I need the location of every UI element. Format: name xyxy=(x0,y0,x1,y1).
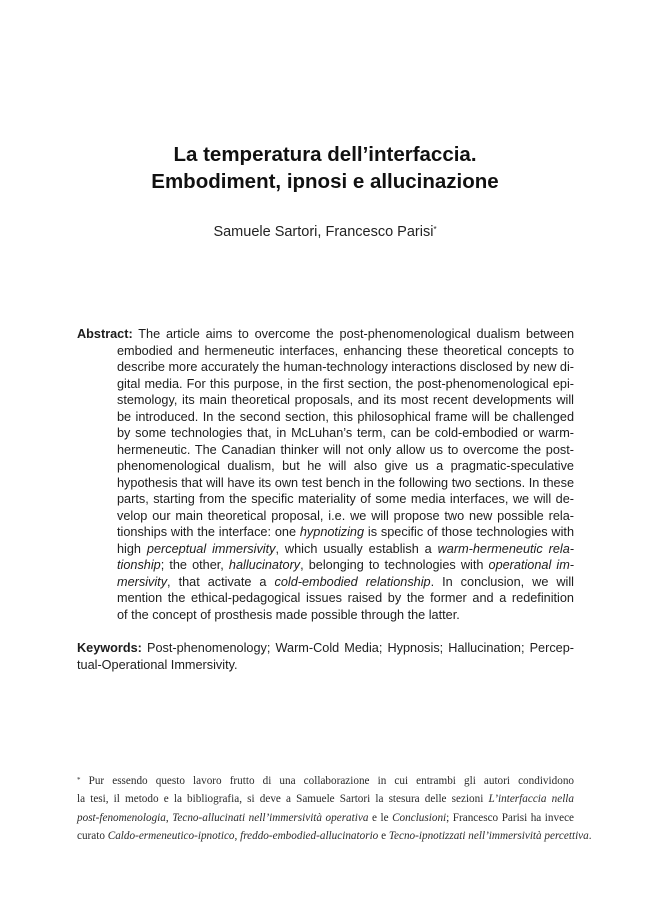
keywords-text-1: Post-phenomenology; Warm-Cold Media; Hypnosis; Hallucination; Percep- xyxy=(146,641,574,655)
footnote-text: e xyxy=(378,829,389,842)
title-line-2: Embodiment, ipnosi e allucinazione xyxy=(151,170,499,193)
abstract-text: hallucinatory xyxy=(228,558,301,572)
title-line-1: La temperatura dell’interfaccia. xyxy=(173,143,477,166)
abstract-section xyxy=(77,326,574,623)
abstract-line xyxy=(77,442,574,459)
abstract-text: phenomenological dualism, but he will also give us a pragmatic-speculative xyxy=(117,459,574,473)
abstract-line xyxy=(77,557,574,574)
abstract-text: ; the other, xyxy=(160,558,229,572)
author-names: Samuele Sartori, Francesco Parisi xyxy=(213,224,434,240)
abstract-line xyxy=(77,425,574,442)
abstract-text: The article aims to overcome the post-phenomenological dualism between xyxy=(138,327,575,341)
abstract-text: tionship xyxy=(117,558,161,572)
footnote-text: freddo-embodied-allucinatorio xyxy=(240,829,379,842)
abstract-text: embodied and hermeneutic interfaces, enhancing these theoretical concepts to xyxy=(117,343,574,358)
abstract-text: of the concept of prosthesis made possible through the latter. xyxy=(117,607,460,622)
footnote-text: Caldo-ermeneutico-ipnotico xyxy=(107,829,235,842)
footnote-line xyxy=(77,790,574,808)
abstract-text: , which usually establish a xyxy=(275,541,438,556)
abstract-line xyxy=(77,475,574,492)
abstract-text: tionships with the interface: one xyxy=(117,525,300,539)
abstract-text: gital media. For this purpose, in the first section, the post-phenomenological epi- xyxy=(117,376,574,391)
footnote-text: la tesi, il metodo e la bibliografia, si deve a Samuele Sartori la stesura delle sezioni xyxy=(77,793,489,806)
footnote-text: Conclusioni xyxy=(392,811,447,824)
keywords-line-1 xyxy=(77,640,574,657)
footnote-line xyxy=(77,772,574,790)
abstract-line xyxy=(77,574,574,591)
abstract-text: mersivity xyxy=(117,574,168,589)
abstract-line xyxy=(77,343,574,360)
abstract-text: cold-embodied relationship xyxy=(274,574,431,589)
keywords-text-2: tual-Operational Immersivity. xyxy=(77,657,238,672)
abstract-text: warm-hermeneutic rela- xyxy=(437,541,574,556)
abstract-text: describe more accurately the human-technology interactions disclosed by new di- xyxy=(117,360,574,374)
abstract-line xyxy=(77,491,574,508)
abstract-line xyxy=(77,508,574,525)
paper-title xyxy=(0,141,650,195)
abstract-line xyxy=(77,607,574,624)
footnote-text: . xyxy=(588,829,592,842)
abstract-text: hermeneutic. The Canadian thinker will not only allow us to overcome the post- xyxy=(117,442,574,457)
footnote-mark: * xyxy=(77,776,81,784)
footnote-text: post-fenomenologia xyxy=(77,811,166,824)
abstract-text: operational im- xyxy=(488,558,574,572)
abstract-line xyxy=(77,458,574,475)
footnote-text: ; Francesco Parisi ha invece xyxy=(446,811,575,824)
footnote-text: Tecno-allucinati nell’immersività operativa xyxy=(172,811,369,824)
abstract-text: . In conclusion, we will xyxy=(430,574,574,589)
abstract-text: hypothesis that will have its own test bench in the following two sections. In these xyxy=(117,475,574,490)
abstract-label: Abstract: xyxy=(77,327,133,341)
abstract-text: mention the ethical-pedagogical issues raised by the former and a redefinition xyxy=(117,591,574,605)
abstract-line xyxy=(77,541,574,558)
keywords-section xyxy=(77,640,574,673)
abstract-text: by some technologies that, in McLuhan’s term, can be cold-embodied or warm- xyxy=(117,426,574,440)
footnote-text: , xyxy=(234,829,241,842)
footnote-text: e le xyxy=(368,811,393,824)
abstract-text: , belonging to technologies with xyxy=(300,558,489,572)
abstract-line xyxy=(77,590,574,607)
footnote-text: curato xyxy=(77,829,108,842)
footnote-line xyxy=(77,809,574,827)
abstract-line xyxy=(77,392,574,409)
abstract-line xyxy=(77,326,574,343)
keywords-label: Keywords: xyxy=(77,641,142,655)
abstract-line xyxy=(77,524,574,541)
abstract-text: be introduced. In the second section, this philosophical frame will be challenged xyxy=(117,409,574,424)
abstract-text: hypnotizing xyxy=(299,525,365,539)
author-footnote-mark: * xyxy=(433,225,437,234)
abstract-line xyxy=(77,409,574,426)
footnote-text: Tecno-ipnotizzati nell’immersività percettiva xyxy=(388,829,589,842)
abstract-text: velop our main theoretical proposal, i.e. we will propose two new possible rela- xyxy=(117,508,574,523)
keywords-line-2 xyxy=(77,657,574,674)
abstract-line xyxy=(77,359,574,376)
footnote-text: L’interfaccia nella xyxy=(488,793,575,806)
abstract-text: stemology, its main theoretical proposals, and its most recent developments will xyxy=(117,393,574,407)
footnote-line xyxy=(77,827,592,845)
footnote-text: Pur essendo questo lavoro frutto di una collaborazione in cui entrambi gli autori condividono xyxy=(88,775,575,787)
abstract-text: high xyxy=(117,541,147,556)
abstract-text: parts, starting from the specific materiality of some media interfaces, we will de- xyxy=(117,492,574,506)
footnote-section xyxy=(77,772,592,845)
abstract-text: is specific of those technologies with xyxy=(364,525,574,539)
abstract-text: perceptual immersivity xyxy=(146,541,276,556)
author-line xyxy=(0,223,650,241)
abstract-line xyxy=(77,376,574,393)
abstract-text: , that activate a xyxy=(167,574,275,589)
footnote-text: , xyxy=(165,811,173,824)
